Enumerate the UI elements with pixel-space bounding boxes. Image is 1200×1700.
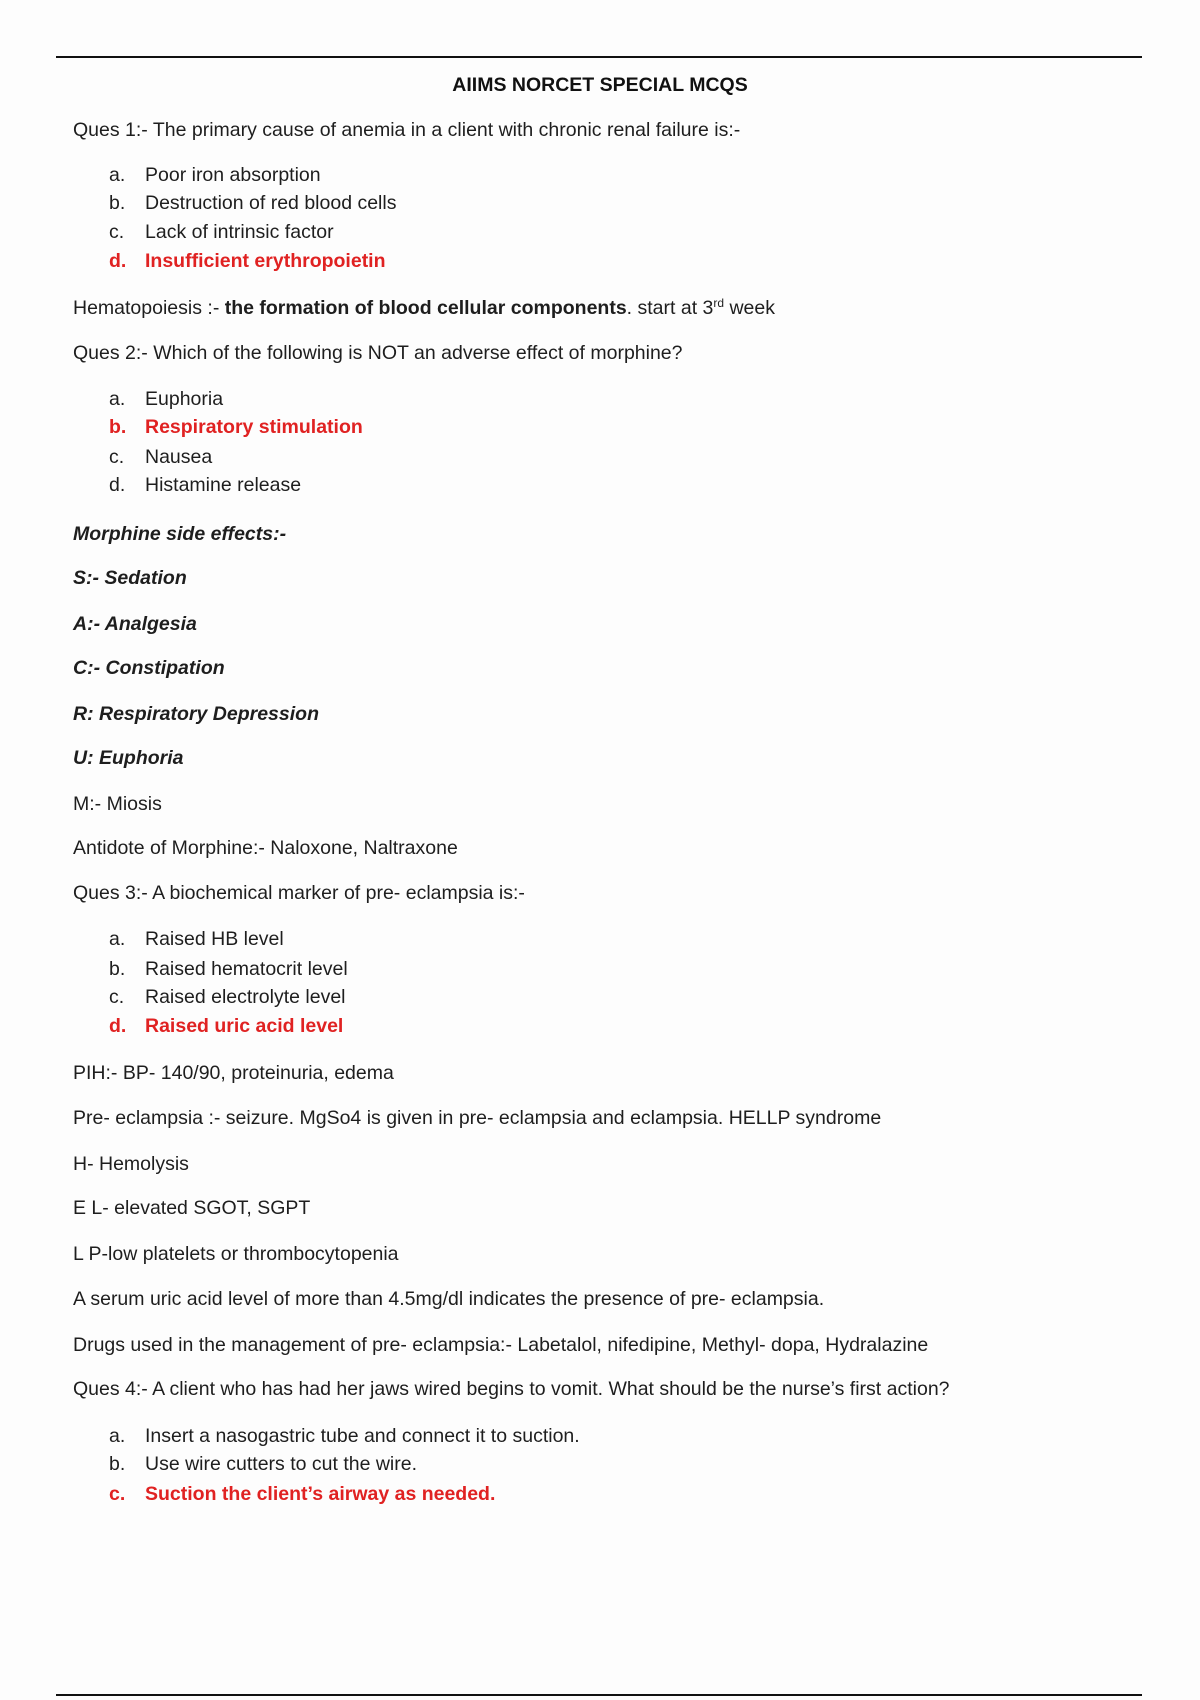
q4-option-b: b. Use wire cutters to cut the wire. <box>109 1453 418 1475</box>
q2-option-b-answer: b. Respiratory stimulation <box>109 416 363 438</box>
q2-option-c: c. Nausea <box>109 446 213 468</box>
morphine-heading: Morphine side effects:- <box>73 523 287 545</box>
question-3: Ques 3:- A biochemical marker of pre- eclampsia is:- <box>73 882 525 904</box>
morphine-a: A:- Analgesia <box>73 613 197 635</box>
q3-option-c: c. Raised electrolyte level <box>109 986 346 1008</box>
q4-option-a: a. Insert a nasogastric tube and connect it to suction. <box>109 1425 580 1447</box>
question-1: Ques 1:- The primary cause of anemia in a client with chronic renal failure is:- <box>73 119 741 141</box>
morphine-u: U: Euphoria <box>73 747 184 769</box>
top-rule <box>56 56 1142 58</box>
q4-option-c-answer: c. Suction the client’s airway as needed. <box>109 1483 496 1505</box>
morphine-s: S:- Sedation <box>73 567 187 589</box>
note-drugs: Drugs used in the management of pre- eclampsia:- Labetalol, nifedipine, Methyl- dopa, Hydralazine <box>73 1334 929 1356</box>
bottom-rule <box>56 1694 1142 1696</box>
question-2: Ques 2:- Which of the following is NOT an adverse effect of morphine? <box>73 342 683 364</box>
page-title: AIIMS NORCET SPECIAL MCQS <box>452 74 748 96</box>
morphine-m: M:- Miosis <box>73 793 162 815</box>
question-4: Ques 4:- A client who has had her jaws wired begins to vomit. What should be the nurse’s first action? <box>73 1378 950 1400</box>
q1-option-c: c. Lack of intrinsic factor <box>109 221 334 243</box>
note-pih: PIH:- BP- 140/90, proteinuria, edema <box>73 1062 394 1084</box>
q1-option-d-answer: d. Insufficient erythropoietin <box>109 250 386 272</box>
note-hellp-h: H- Hemolysis <box>73 1153 189 1175</box>
q3-option-a: a. Raised HB level <box>109 928 284 950</box>
q2-option-d: d. Histamine release <box>109 474 302 496</box>
morphine-r: R: Respiratory Depression <box>73 703 319 725</box>
q3-option-b: b. Raised hematocrit level <box>109 958 348 980</box>
morphine-c: C:- Constipation <box>73 657 225 679</box>
note-uric-acid: A serum uric acid level of more than 4.5mg/dl indicates the presence of pre- eclampsia. <box>73 1288 825 1310</box>
q2-option-a: a. Euphoria <box>109 388 224 410</box>
q3-option-d-answer: d. Raised uric acid level <box>109 1015 344 1037</box>
q1-option-a: a. Poor iron absorption <box>109 164 321 186</box>
note-hellp-el: E L- elevated SGOT, SGPT <box>73 1197 311 1219</box>
q1-option-b: b. Destruction of red blood cells <box>109 192 397 214</box>
morphine-antidote: Antidote of Morphine:- Naloxone, Naltraxone <box>73 837 458 859</box>
note-hellp-lp: L P-low platelets or thrombocytopenia <box>73 1243 399 1265</box>
note-hematopoiesis: Hematopoiesis :- the formation of blood cellular components. start at 3rd week <box>73 296 775 319</box>
note-pre-eclampsia: Pre- eclampsia :- seizure. MgSo4 is given in pre- eclampsia and eclampsia. HELLP syndrome <box>73 1107 882 1129</box>
